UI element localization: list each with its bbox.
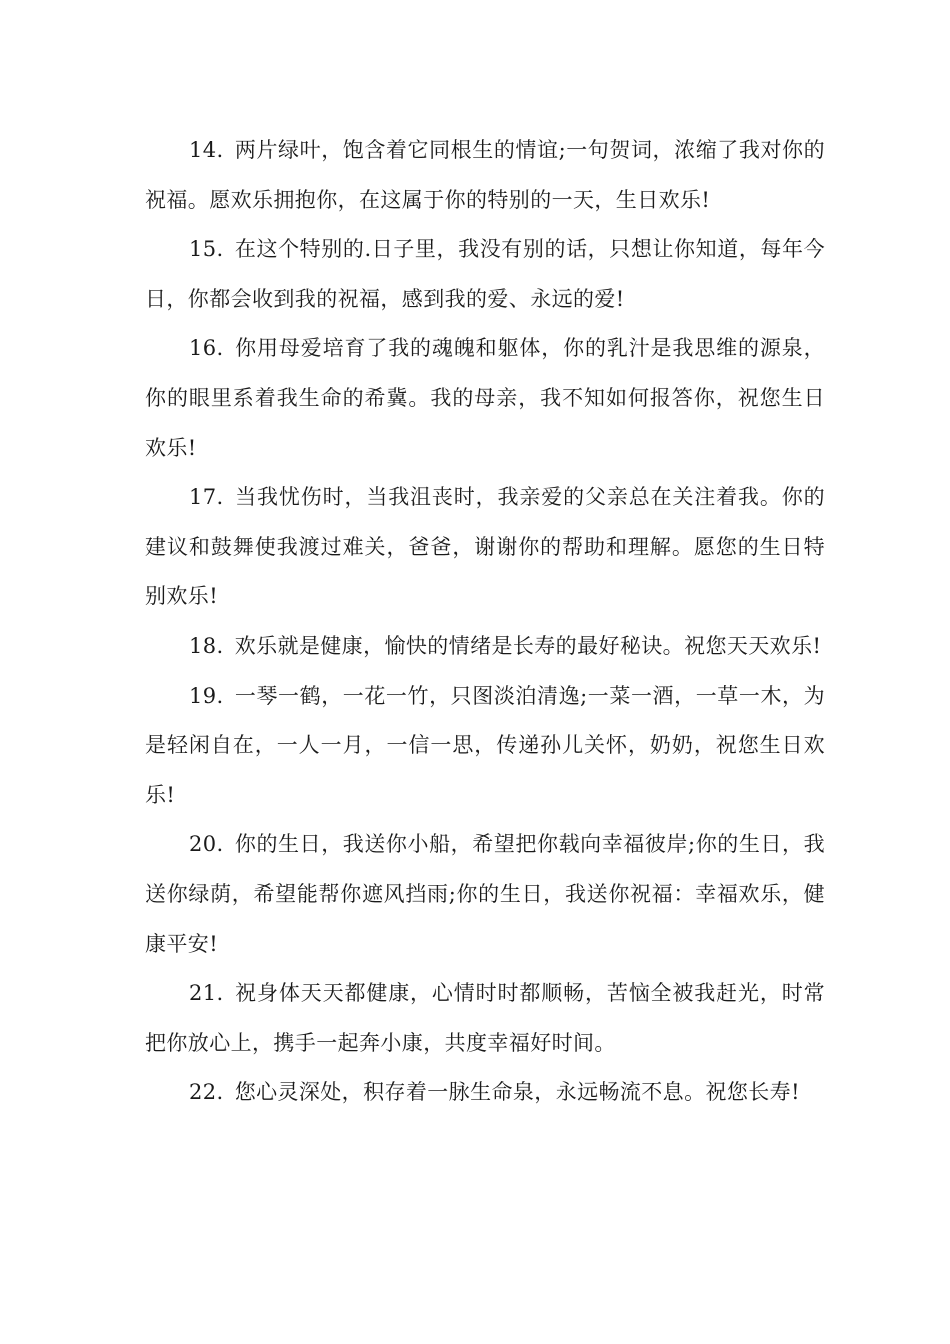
- paragraph-text: 两片绿叶，饱含着它同根生的情谊;一句贺词，浓缩了我对你的祝福。愿欢乐拥抱你，在这属于你的特别的一天，生日欢乐!: [145, 138, 825, 212]
- paragraph-number: 14.: [189, 138, 224, 162]
- paragraph-text: 当我忧伤时，当我沮丧时，我亲爱的父亲总在关注着我。你的建议和鼓舞使我渡过难关，爸爸，谢谢你的帮助和理解。愿您的生日特别欢乐!: [145, 485, 825, 609]
- paragraph-16: [145, 324, 825, 473]
- paragraph-21: [145, 969, 825, 1068]
- paragraph-20: [145, 820, 825, 969]
- paragraph-number: 17.: [189, 485, 224, 510]
- paragraph-number: 19.: [189, 683, 224, 708]
- paragraph-22: [145, 1068, 825, 1118]
- paragraph-text: 一琴一鹤，一花一竹，只图淡泊清逸;一菜一酒，一草一木，为是轻闲自在，一人一月，一信一思，传递孙儿关怀，奶奶，祝您生日欢乐!: [145, 683, 825, 807]
- paragraph-15: [145, 225, 825, 324]
- paragraph-text: 你的生日，我送你小船，希望把你载向幸福彼岸;你的生日，我送你绿荫，希望能帮你遮风挡雨;你的生日，我送你祝福：幸福欢乐，健康平安!: [145, 832, 825, 956]
- document-body: [145, 126, 825, 1118]
- paragraph-number: 20.: [189, 832, 224, 857]
- paragraph-number: 18.: [189, 633, 224, 658]
- paragraph-19: [145, 672, 825, 821]
- paragraph-number: 22.: [189, 1080, 224, 1105]
- paragraph-text: 欢乐就是健康，愉快的情绪是长寿的最好秘诀。祝您天天欢乐!: [234, 633, 822, 658]
- paragraph-number: 16.: [189, 336, 224, 361]
- paragraph-number: 21.: [189, 981, 224, 1006]
- paragraph-number: 15.: [189, 237, 224, 262]
- paragraph-18: [145, 622, 825, 672]
- paragraph-text: 您心灵深处，积存着一脉生命泉，永远畅流不息。祝您长寿!: [234, 1080, 800, 1105]
- paragraph-17: [145, 473, 825, 622]
- paragraph-14: [145, 126, 825, 225]
- paragraph-text: 祝身体天天都健康，心情时时都顺畅，苦恼全被我赶光，时常把你放心上，携手一起奔小康，共度幸福好时间。: [145, 981, 825, 1055]
- paragraph-text: 在这个特别的.日子里，我没有别的话，只想让你知道，每年今日，你都会收到我的祝福，感到我的爱、永远的爱!: [145, 237, 826, 311]
- paragraph-text: 你用母爱培育了我的魂魄和躯体，你的乳汁是我思维的源泉，你的眼里系着我生命的希冀。我的母亲，我不知如何报答你，祝您生日欢乐!: [145, 336, 825, 460]
